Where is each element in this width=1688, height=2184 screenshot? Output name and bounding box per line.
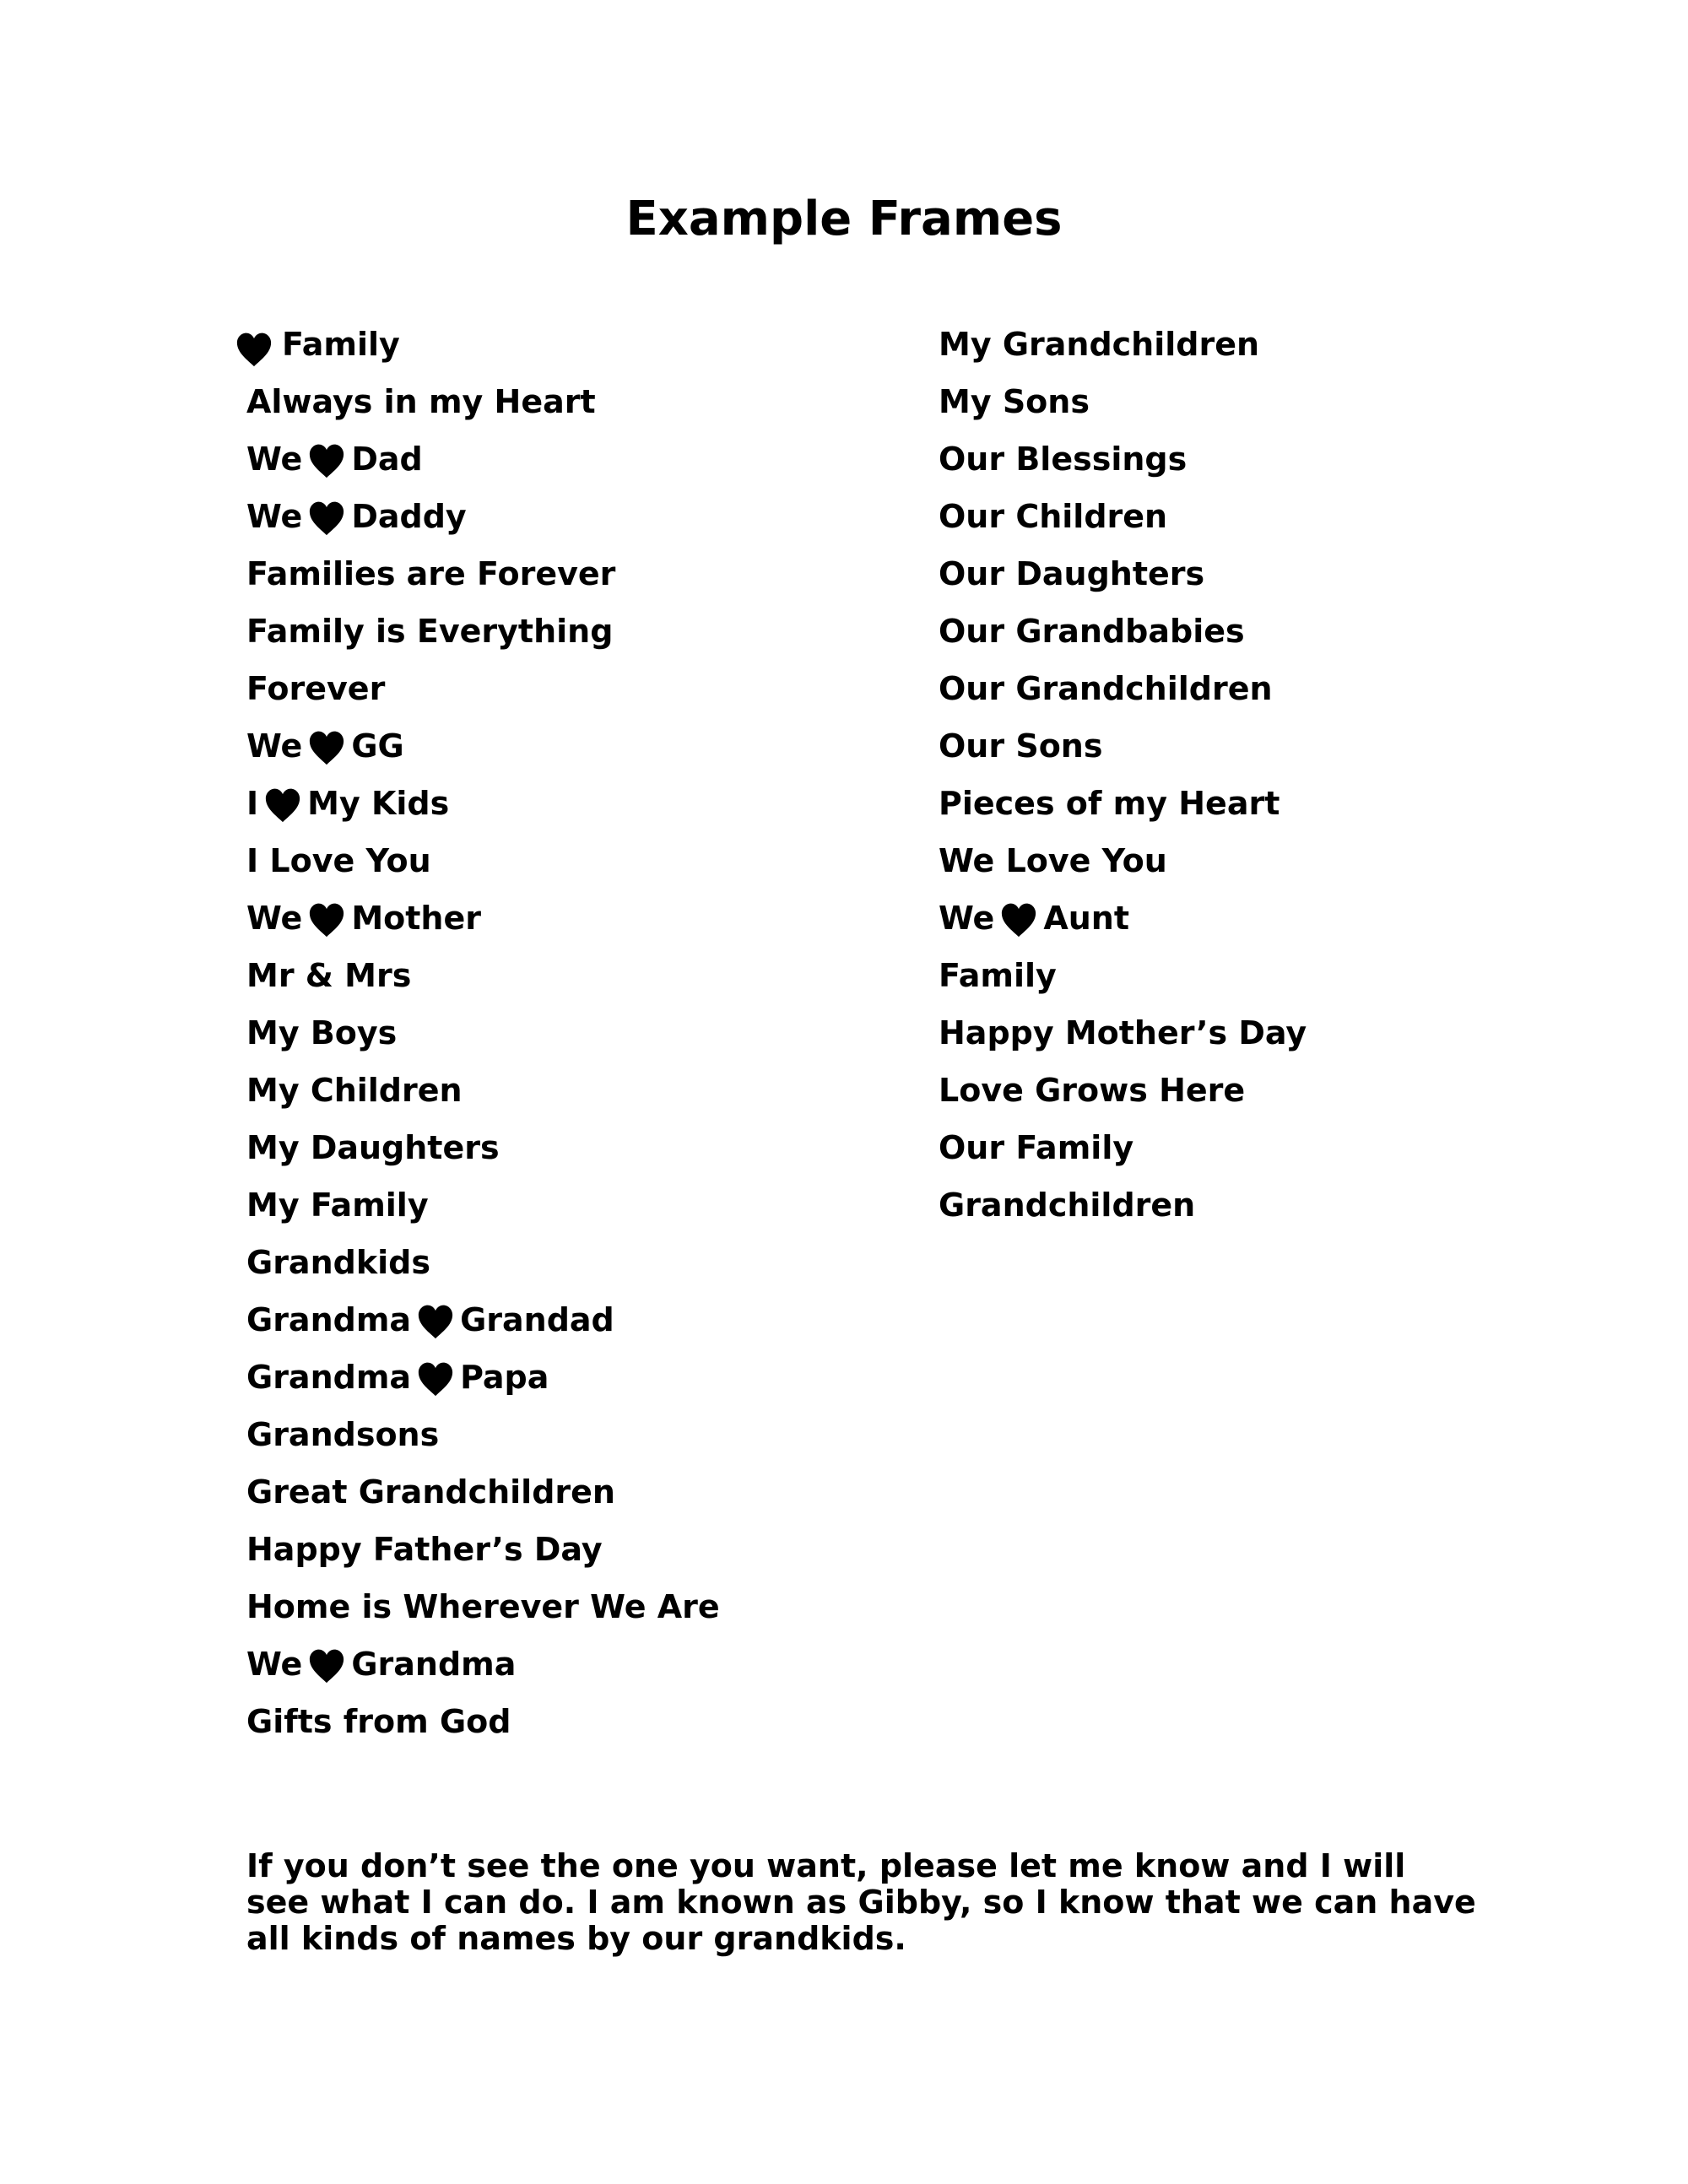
frame-list-item [939,1176,1307,1234]
frame-text: Pieces of my Heart [939,785,1280,822]
frame-list-item [246,1176,720,1234]
frame-text: Grandkids [246,1244,430,1281]
frame-list-item [246,1349,720,1406]
frame-list-item [246,1578,720,1635]
frame-text: We [246,900,303,937]
frame-list-item [939,603,1307,660]
frame-text: We Love You [939,842,1167,879]
frame-text: We [246,498,303,535]
frame-list-item [939,316,1307,373]
frame-text: Dad [351,441,423,478]
frame-list-item [246,1521,720,1578]
frame-text: My Kids [307,785,450,822]
frame-text: We [246,727,303,765]
frame-text: I Love You [246,842,431,879]
frame-list-item [246,889,720,947]
frame-text: Grandma [351,1646,517,1683]
frame-text: Grandma [246,1301,412,1338]
frame-text: Our Family [939,1129,1134,1166]
frame-text: Home is Wherever We Are [246,1588,720,1625]
frame-text: Grandma [246,1359,412,1396]
heart-icon [416,1360,455,1398]
frame-text: Grandad [460,1301,614,1338]
frame-text: Love Grows Here [939,1072,1246,1109]
frame-text: Our Grandbabies [939,613,1245,650]
frame-list-item [246,1291,720,1349]
frame-list-item [246,660,720,717]
frame-text: Mr & Mrs [246,957,412,994]
heart-icon [235,330,273,369]
frame-list-item [246,430,720,488]
frame-list-item [246,603,720,660]
frame-list-item [246,1004,720,1062]
frame-list-item [939,775,1307,832]
right-frame-list [939,316,1307,1234]
heart-icon [416,1302,455,1341]
frame-list-item [939,660,1307,717]
frame-text: Our Sons [939,727,1103,765]
frame-list-item [939,717,1307,775]
frame-list-item [246,1406,720,1463]
heart-icon [307,900,346,939]
frame-text: Family [939,957,1057,994]
left-frame-list [246,316,720,1750]
frame-text: Daddy [351,498,467,535]
frame-text: Grandchildren [939,1187,1196,1224]
frame-text: My Grandchildren [939,326,1260,363]
frame-text: GG [351,727,404,765]
frame-list-item [246,1119,720,1176]
frame-text: We [939,900,995,937]
frame-list-item [246,1635,720,1693]
page-title: Example Frames [625,192,1063,246]
frame-text: Grandsons [246,1416,440,1453]
frame-text: We [246,1646,303,1683]
frame-text: My Boys [246,1014,398,1051]
frame-text: Our Daughters [939,555,1205,592]
frame-text: Papa [460,1359,549,1396]
frame-text: I [246,785,259,822]
frame-text: Gifts from God [246,1703,511,1740]
frame-text: Our Grandchildren [939,670,1273,707]
frame-text: Happy Mother’s Day [939,1014,1307,1051]
frame-list-item [246,316,720,373]
frame-text: Our Children [939,498,1168,535]
frame-text: We [246,441,303,478]
frame-list-item [939,1004,1307,1062]
frame-text: My Daughters [246,1129,500,1166]
frame-text: My Family [246,1187,429,1224]
frame-list-item [939,1119,1307,1176]
frame-text: Forever [246,670,386,707]
frame-text: Great Grandchildren [246,1473,615,1511]
frame-list-item [246,488,720,545]
frame-text: Family is Everything [246,613,614,650]
frame-list-item [246,1234,720,1291]
frame-list-item [246,775,720,832]
heart-icon [307,499,346,538]
frame-list-item [939,373,1307,430]
heart-icon [307,1646,346,1685]
frame-list-item [939,488,1307,545]
frame-list-item [939,1062,1307,1119]
frame-text: My Sons [939,383,1090,420]
frame-list-item [246,545,720,603]
frame-text: Families are Forever [246,555,616,592]
heart-icon [999,900,1038,939]
frame-list-item [939,545,1307,603]
frame-text: Family [282,326,400,363]
frame-text: Our Blessings [939,441,1188,478]
frame-text: Mother [351,900,481,937]
frame-list-item [246,832,720,889]
frame-text: Happy Father’s Day [246,1531,603,1568]
frame-list-item [939,832,1307,889]
frame-text: Aunt [1043,900,1130,937]
heart-icon [263,786,302,824]
frame-list-item [246,373,720,430]
frame-list-item [939,889,1307,947]
closing-note: If you don’t see the one you want, please let me know and I will see what I can do. I am known as Gibby, so I know that we can have all kinds of names by our grandkids. [246,1847,1476,1957]
frame-list-item [246,947,720,1004]
frame-list-item [246,1062,720,1119]
frame-text: Always in my Heart [246,383,596,420]
frame-list-item [939,430,1307,488]
frame-list-item [939,947,1307,1004]
frame-text: My Children [246,1072,463,1109]
frame-list-item [246,1693,720,1750]
heart-icon [307,728,346,767]
heart-icon [307,441,346,480]
frame-list-item [246,1463,720,1521]
frame-list-item [246,717,720,775]
